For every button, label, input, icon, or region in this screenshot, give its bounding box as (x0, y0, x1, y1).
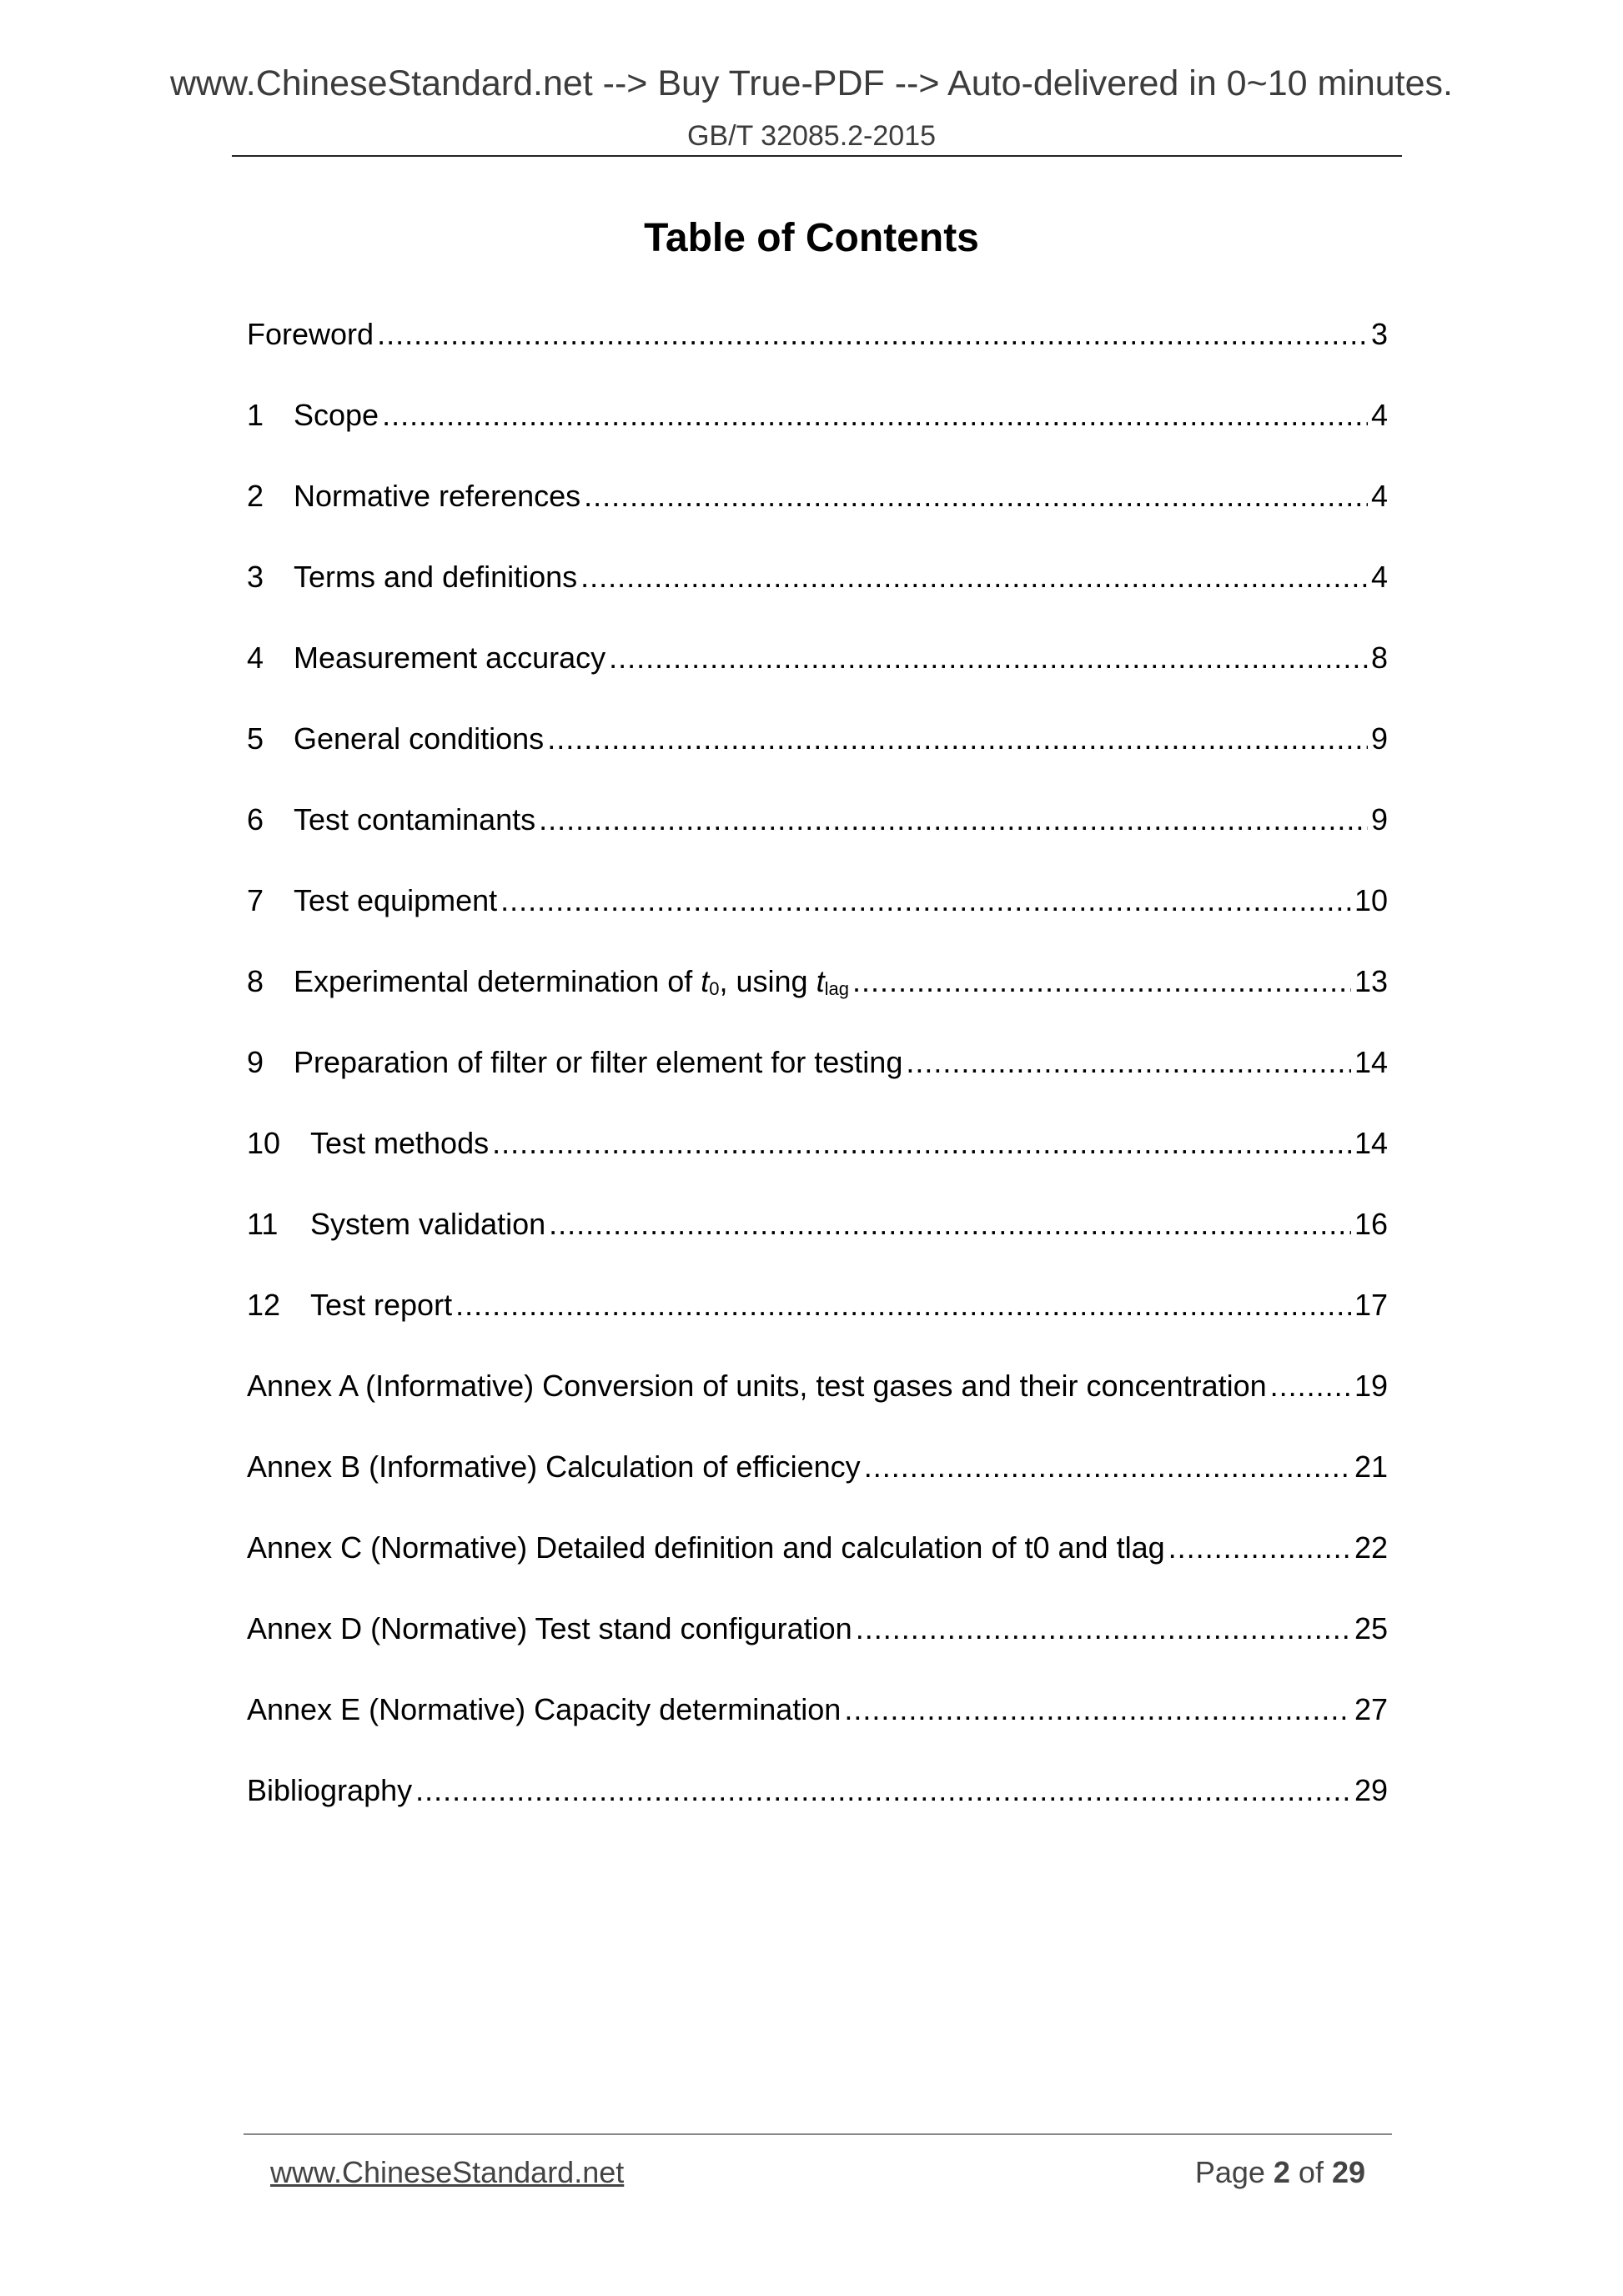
toc-number: 2 (247, 479, 264, 513)
page-word: Page (1194, 2155, 1274, 2189)
toc-label: Test methods (310, 1126, 490, 1160)
toc-label: Terms and definitions (294, 560, 578, 594)
dot-leader (492, 1126, 1351, 1161)
dot-leader (539, 802, 1368, 837)
toc-entry[interactable] (247, 641, 1388, 721)
toc-page: 4 (1370, 479, 1388, 513)
toc-entry-foreword[interactable] (247, 317, 1388, 398)
dot-leader (455, 1288, 1351, 1323)
dot-leader (500, 883, 1351, 918)
toc-page: 14 (1354, 1126, 1388, 1160)
toc-entry[interactable] (247, 721, 1388, 802)
toc-label: General conditions (294, 721, 545, 756)
toc-number: 10 (247, 1126, 281, 1160)
dot-leader (844, 1692, 1351, 1727)
toc-number: 7 (247, 883, 264, 917)
page-indicator (1195, 2155, 1365, 2190)
toc-label: Test report (310, 1288, 453, 1322)
current-page: 2 (1273, 2155, 1290, 2189)
toc-entry[interactable] (247, 1126, 1388, 1207)
of-word: of (1289, 2155, 1332, 2189)
dot-leader (856, 1611, 1351, 1646)
toc-label: System validation (310, 1207, 546, 1241)
label-text: Experimental determination of (294, 964, 701, 998)
toc-number: 1 (247, 398, 264, 432)
toc-number: 6 (247, 802, 264, 837)
toc-page: 16 (1354, 1207, 1388, 1241)
page-title: Table of Contents (644, 216, 979, 260)
toc-number: 5 (247, 721, 264, 756)
toc-entry-annex-b[interactable] (247, 1449, 1388, 1530)
table-of-contents (247, 317, 1388, 1854)
toc-label: Annex B (Informative) Calculation of efficiency (247, 1449, 861, 1484)
toc-label: Test equipment (294, 883, 498, 917)
toc-label: Preparation of filter or filter element for testing (294, 1045, 903, 1079)
dot-leader (382, 398, 1368, 433)
toc-entry[interactable] (247, 560, 1388, 641)
dot-leader (1168, 1530, 1351, 1565)
dot-leader (549, 1207, 1351, 1242)
dot-leader (377, 317, 1368, 352)
toc-entry-annex-c[interactable] (247, 1530, 1388, 1611)
toc-page: 19 (1354, 1369, 1388, 1403)
toc-entry[interactable] (247, 1207, 1388, 1288)
toc-page: 9 (1370, 721, 1388, 756)
toc-page: 21 (1354, 1449, 1388, 1484)
footer-divider (244, 2133, 1392, 2135)
label-text: , using (719, 964, 817, 998)
header-banner: www.ChineseStandard.net --> Buy True-PDF --> Auto-delivered in 0~10 minutes. (169, 63, 1453, 103)
toc-page: 8 (1370, 641, 1388, 675)
toc-label: Annex D (Normative) Test stand configuration (247, 1611, 852, 1645)
toc-page: 4 (1370, 398, 1388, 432)
toc-entry-bibliography[interactable] (247, 1773, 1388, 1854)
toc-label (294, 964, 849, 1000)
toc-page: 22 (1354, 1530, 1388, 1565)
toc-page: 27 (1354, 1692, 1388, 1726)
footer-website-link[interactable]: www.ChineseStandard.net (270, 2155, 625, 2189)
toc-entry-annex-a[interactable] (247, 1369, 1388, 1449)
toc-entry[interactable] (247, 802, 1388, 883)
toc-label: Normative references (294, 479, 581, 513)
toc-page: 4 (1370, 560, 1388, 594)
dot-leader (609, 641, 1368, 676)
toc-page: 14 (1354, 1045, 1388, 1079)
toc-number: 11 (247, 1207, 279, 1241)
toc-page: 17 (1354, 1288, 1388, 1322)
toc-page: 9 (1370, 802, 1388, 837)
toc-label: Bibliography (247, 1773, 413, 1807)
symbol-t: t (816, 964, 825, 998)
toc-entry[interactable] (247, 1288, 1388, 1369)
subscript: 0 (709, 978, 720, 999)
toc-entry[interactable] (247, 479, 1388, 560)
symbol-t: t (701, 964, 710, 998)
subscript: lag (824, 978, 849, 999)
dot-leader (547, 721, 1368, 756)
total-pages: 29 (1331, 2155, 1365, 2189)
toc-page: 13 (1354, 964, 1388, 998)
toc-number: 8 (247, 964, 264, 998)
toc-entry[interactable] (247, 1045, 1388, 1126)
toc-number: 4 (247, 641, 264, 675)
dot-leader (1270, 1369, 1351, 1404)
toc-label: Annex A (Informative) Conversion of units, test gases and their concentration (247, 1369, 1267, 1403)
dot-leader (852, 964, 1351, 999)
dot-leader (906, 1045, 1351, 1080)
toc-entry-annex-e[interactable] (247, 1692, 1388, 1773)
toc-page: 10 (1354, 883, 1388, 917)
toc-page: 29 (1354, 1773, 1388, 1807)
toc-page: 3 (1370, 317, 1388, 351)
dot-leader (584, 479, 1368, 514)
toc-label: Test contaminants (294, 802, 536, 837)
toc-label: Annex C (Normative) Detailed definition and calculation of t0 and tlag (247, 1530, 1165, 1565)
toc-number: 9 (247, 1045, 264, 1079)
toc-entry[interactable] (247, 883, 1388, 964)
dot-leader (864, 1449, 1351, 1485)
header-divider (232, 155, 1402, 157)
toc-label: Measurement accuracy (294, 641, 606, 675)
toc-page: 25 (1354, 1611, 1388, 1645)
standard-number: GB/T 32085.2-2015 (686, 120, 937, 152)
toc-entry[interactable] (247, 398, 1388, 479)
dot-leader (415, 1773, 1351, 1808)
toc-label: Scope (294, 398, 379, 432)
toc-number: 3 (247, 560, 264, 594)
toc-entry[interactable] (247, 964, 1388, 1045)
toc-number: 12 (247, 1288, 281, 1322)
toc-label: Annex E (Normative) Capacity determination (247, 1692, 842, 1726)
toc-label: Foreword (247, 317, 374, 351)
dot-leader (580, 560, 1368, 595)
toc-entry-annex-d[interactable] (247, 1611, 1388, 1692)
